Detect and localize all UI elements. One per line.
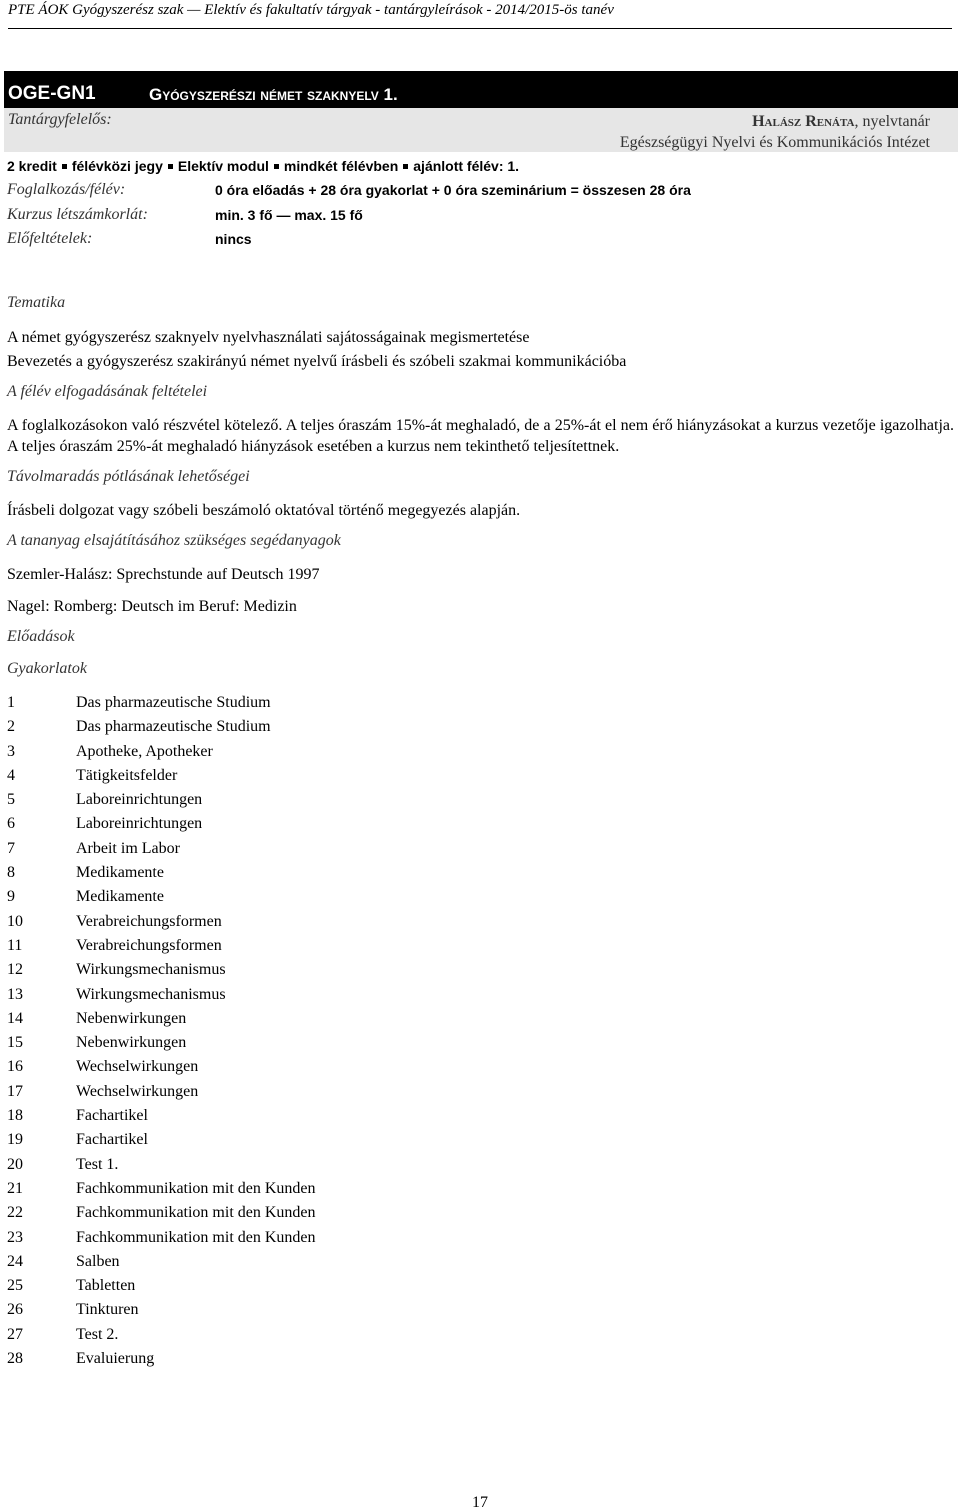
bullet-square-icon — [403, 164, 408, 169]
hours-value: 0 óra előadás + 28 óra gyakorlat + 0 óra szeminárium = összesen 28 óra — [215, 182, 691, 198]
schedule-topic: Arbeit im Labor — [76, 839, 180, 857]
schedule-row — [7, 716, 316, 740]
schedule-row — [7, 1129, 316, 1153]
schedule-topic: Medikamente — [76, 888, 164, 906]
schedule-topic: Wirkungsmechanismus — [76, 961, 226, 979]
exam-type: félévközi jegy — [71, 158, 163, 174]
schedule-number: 10 — [7, 912, 23, 930]
schedule-number: 22 — [7, 1204, 23, 1222]
tematika-line-1: A német gyógyszerész szaknyelv nyelvhasználati sajátosságainak megismertetése — [7, 329, 530, 346]
hours-label: Foglalkozás/félév: — [7, 181, 126, 198]
schedule-topic: Apotheke, Apotheker — [76, 742, 213, 760]
schedule-row — [7, 1275, 316, 1299]
schedule-topic: Das pharmazeutische Studium — [76, 718, 271, 736]
semester-offering: mindkét félévben — [283, 158, 399, 174]
absence-heading: Távolmaradás pótlásának lehetőségei — [7, 468, 250, 485]
schedule-number: 2 — [7, 718, 15, 736]
schedule-number: 20 — [7, 1155, 23, 1173]
material-item-1: Szemler-Halász: Sprechstunde auf Deutsch 1997 — [7, 566, 320, 583]
page-number: 17 — [472, 1494, 488, 1511]
schedule-row — [7, 1105, 316, 1129]
schedule-topic: Verabreichungsformen — [76, 936, 222, 954]
responsible-label: Tantárgyfelelős: — [8, 111, 112, 128]
practicals-heading: Gyakorlatok — [7, 660, 87, 677]
schedule-row — [7, 935, 316, 959]
schedule-row — [7, 1251, 316, 1275]
schedule-number: 27 — [7, 1325, 23, 1343]
schedule-number: 9 — [7, 888, 15, 906]
schedule-topic: Fachartikel — [76, 1107, 148, 1125]
schedule-row — [7, 1056, 316, 1080]
acceptance-text: A foglalkozásokon való részvétel kötelező. A teljes óraszám 15%-át meghaladó, de a 25%-át el nem érő hiányzásokat a kurzus vezetője igazolhatja. A teljes óraszám 25%-át meghaladó hiányzások esetében a kurzus nem tekinthető teljesítettnek. — [7, 417, 954, 455]
schedule-topic: Nebenwirkungen — [76, 1009, 187, 1027]
schedule-number: 1 — [7, 694, 15, 711]
schedule-row — [7, 1032, 316, 1056]
course-title-band — [4, 71, 958, 152]
schedule-topic: Salben — [76, 1252, 120, 1270]
schedule-topic: Fachkommunikation mit den Kunden — [76, 1179, 316, 1197]
schedule-row — [7, 1227, 316, 1251]
schedule-number: 12 — [7, 961, 23, 979]
schedule-number: 21 — [7, 1179, 23, 1197]
schedule-row — [7, 1081, 316, 1105]
schedule-number: 4 — [7, 766, 15, 784]
schedule-number: 19 — [7, 1131, 23, 1149]
schedule-number: 14 — [7, 1009, 23, 1027]
course-meta-line — [7, 158, 519, 174]
limit-label: Kurzus létszámkorlát: — [7, 206, 148, 223]
schedule-topic: Nebenwirkungen — [76, 1034, 187, 1052]
schedule-number: 24 — [7, 1252, 23, 1270]
schedule-number: 7 — [7, 839, 15, 857]
schedule-number: 6 — [7, 815, 15, 833]
schedule-row — [7, 1202, 316, 1226]
course-title: Gyógyszerészi német szaknyelv 1. — [149, 85, 398, 104]
header-divider — [8, 28, 952, 29]
bullet-square-icon — [62, 164, 67, 169]
schedule-topic: Fachkommunikation mit den Kunden — [76, 1204, 316, 1222]
schedule-topic: Test 2. — [76, 1325, 119, 1343]
schedule-number: 18 — [7, 1107, 23, 1125]
schedule-number: 17 — [7, 1082, 23, 1100]
schedule-number: 8 — [7, 864, 15, 882]
course-code: OGE-GN1 — [8, 83, 96, 104]
schedule-row — [7, 692, 316, 716]
schedule-topic: Wechselwirkungen — [76, 1058, 199, 1076]
schedule-row — [7, 1154, 316, 1178]
schedule-number: 23 — [7, 1228, 23, 1246]
schedule-row — [7, 1324, 316, 1348]
schedule-number: 11 — [7, 936, 23, 954]
schedule-row — [7, 1299, 316, 1323]
schedule-topic: Verabreichungsformen — [76, 912, 222, 930]
schedule-topic: Medikamente — [76, 864, 164, 882]
bullet-square-icon — [168, 164, 173, 169]
course-title-bar — [4, 71, 958, 108]
schedule-number: 25 — [7, 1277, 23, 1295]
practicals-schedule — [7, 692, 316, 1372]
schedule-topic: Laboreinrichtungen — [76, 815, 203, 833]
lecturer-role: , nyelvtanár — [854, 113, 930, 130]
schedule-topic: Wirkungsmechanismus — [76, 985, 226, 1003]
schedule-number: 16 — [7, 1058, 23, 1076]
schedule-row — [7, 1348, 316, 1372]
schedule-row — [7, 813, 316, 837]
schedule-topic: Laboreinrichtungen — [76, 791, 203, 809]
schedule-number: 3 — [7, 742, 15, 760]
schedule-row — [7, 1178, 316, 1202]
schedule-topic: Evaluierung — [76, 1350, 155, 1368]
schedule-number: 26 — [7, 1301, 23, 1319]
schedule-row — [7, 1008, 316, 1032]
prereq-value: nincs — [215, 231, 252, 247]
schedule-row — [7, 862, 316, 886]
schedule-number: 13 — [7, 985, 23, 1003]
schedule-topic: Fachartikel — [76, 1131, 148, 1149]
schedule-row — [7, 789, 316, 813]
schedule-row — [7, 886, 316, 910]
material-item-2: Nagel: Romberg: Deutsch im Beruf: Medizin — [7, 598, 297, 615]
limit-value: min. 3 fő — max. 15 fő — [215, 207, 363, 223]
running-header: PTE ÁOK Gyógyszerész szak — Elektív és fakultatív tárgyak - tantárgyleírások - 2014/2015-ös tanév — [8, 2, 614, 18]
schedule-topic: Test 1. — [76, 1155, 119, 1173]
module-type: Elektív modul — [177, 158, 269, 174]
materials-heading: A tananyag elsajátításához szükséges segédanyagok — [7, 532, 341, 549]
credits: 2 kredit — [7, 158, 57, 174]
tematika-heading: Tematika — [7, 294, 66, 311]
schedule-topic: Tätigkeitsfelder — [76, 766, 178, 784]
schedule-row — [7, 984, 316, 1008]
schedule-topic: Fachkommunikation mit den Kunden — [76, 1228, 316, 1246]
schedule-topic: Wechselwirkungen — [76, 1082, 199, 1100]
tematika-line-2: Bevezetés a gyógyszerész szakirányú német nyelvű írásbeli és szóbeli szakmai kommunikációba — [7, 353, 627, 370]
lecturer-block — [620, 111, 930, 153]
schedule-row — [7, 741, 316, 765]
prereq-label: Előfeltételek: — [7, 230, 93, 247]
lecturer-name: Halász Renáta — [752, 113, 855, 130]
institute-name: Egészségügyi Nyelvi és Kommunikációs Intézet — [619, 134, 930, 151]
schedule-number: 5 — [7, 791, 15, 809]
schedule-topic: Tabletten — [76, 1277, 136, 1295]
recommended-semester: ajánlott félév: 1. — [413, 158, 520, 174]
schedule-row — [7, 911, 316, 935]
bullet-square-icon — [274, 164, 279, 169]
schedule-row — [7, 838, 316, 862]
lectures-heading: Előadások — [7, 628, 75, 645]
schedule-number: 15 — [7, 1034, 23, 1052]
schedule-row — [7, 959, 316, 983]
absence-text: Írásbeli dolgozat vagy szóbeli beszámoló oktatóval történő megegyezés alapján. — [7, 502, 521, 519]
schedule-row — [7, 765, 316, 789]
schedule-topic: Tinkturen — [76, 1301, 139, 1319]
schedule-number: 28 — [7, 1350, 23, 1368]
schedule-topic: Das pharmazeutische Studium — [76, 694, 271, 711]
acceptance-heading: A félév elfogadásának feltételei — [7, 383, 208, 400]
